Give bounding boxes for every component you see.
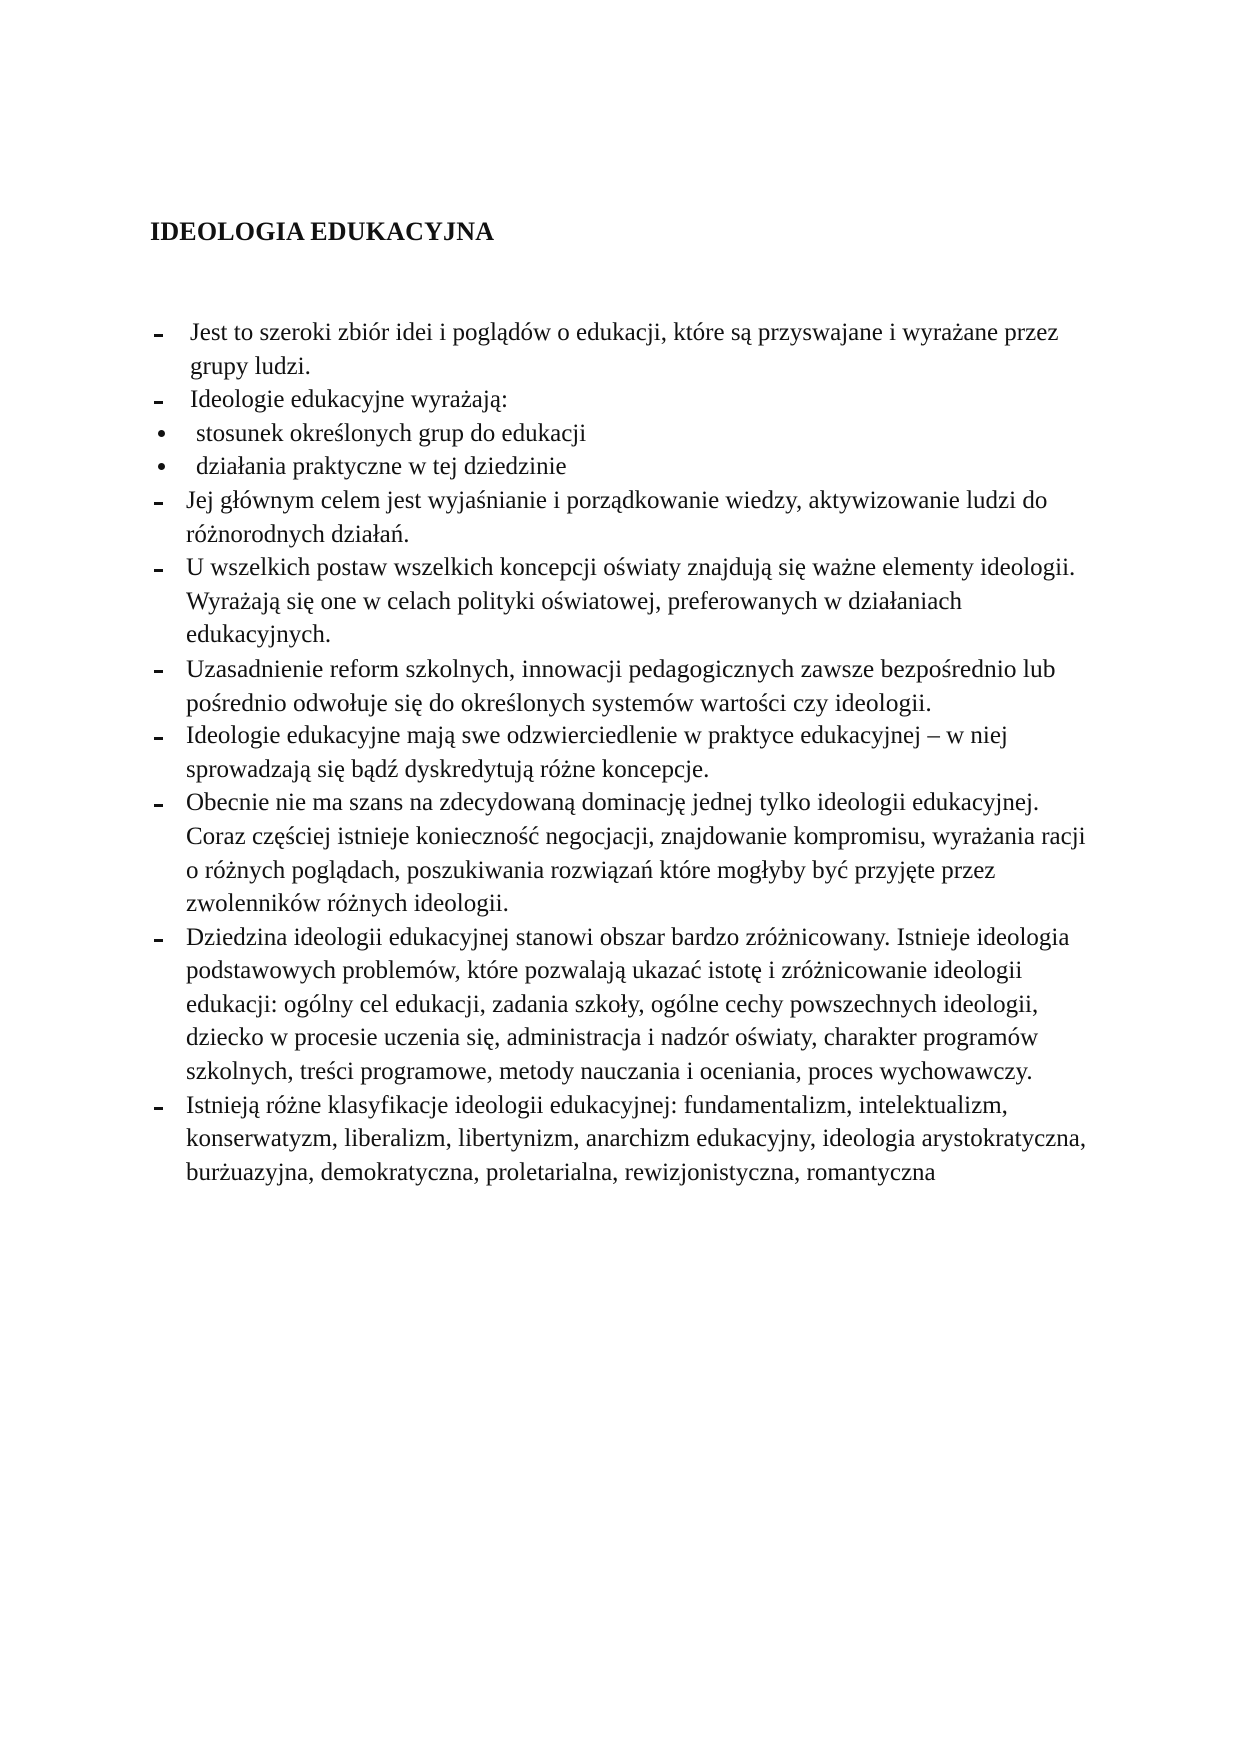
list-item	[150, 652, 1100, 719]
list-item-text: Istnieją różne klasyfikacje ideologii edukacyjnej: fundamentalizm, intelektualizm, konserwatyzm, liberalizm, libertynizm, anarchizm edukacyjny, ideologia arystokratyczna, burżuazyjna, demokratyczna, proletarialna, rewizjonistyczna, romantyczna	[186, 1091, 1087, 1186]
list-item	[150, 551, 1100, 652]
list-item-text: Ideologie edukacyjne mają swe odzwierciedlenie w praktyce edukacyjnej – w niej sprowadzają się bądź dyskredytują różne koncepcje.	[186, 722, 1008, 783]
list-item-text: działania praktyczne w tej dziedzinie	[196, 453, 567, 481]
list-item	[150, 316, 1100, 383]
list-item	[150, 450, 1100, 484]
list-item-text: U wszelkich postaw wszelkich koncepcji oświaty znajdują się ważne elementy ideologii. Wyrażają się one w celach polityki oświatowej, preferowanych w działaniach edukacyjnych.	[186, 554, 1076, 649]
list-item-text: Jej głównym celem jest wyjaśnianie i porządkowanie wiedzy, aktywizowanie ludzi do różnorodnych działań.	[186, 486, 1048, 548]
bullet-marker	[158, 463, 165, 470]
list-item-text: stosunek określonych grup do edukacji	[196, 419, 587, 447]
list-item	[150, 921, 1100, 1089]
list-item	[150, 719, 1100, 786]
list-item-text: Ideologie edukacyjne wyrażają:	[190, 386, 508, 414]
list-item	[150, 786, 1100, 920]
list-item	[150, 484, 1100, 551]
list-item	[150, 1089, 1100, 1190]
list-item-text: Obecnie nie ma szans na zdecydowaną dominację jednej tylko ideologii edukacyjnej. Coraz częściej istnieje konieczność negocjacji, znajdowanie kompromisu, wyrażania racji o różnych poglądach, poszukiwania rozwiązań które mogłyby być przyjęte przez zwolenników różnych ideologii.	[186, 789, 1086, 918]
list-item-text: Uzasadnienie reform szkolnych, innowacji pedagogicznych zawsze bezpośrednio lub pośrednio odwołuje się do określonych systemów wartości czy ideologii.	[186, 653, 1056, 717]
bullet-marker	[158, 430, 165, 437]
list-item-text: Jest to szeroki zbiór idei i poglądów o edukacji, które są przyswajane i wyrażane przez grupy ludzi.	[190, 319, 1059, 380]
document-title: IDEOLOGIA EDUKACYJNA	[150, 217, 495, 246]
list-item-text: Dziedzina ideologii edukacyjnej stanowi obszar bardzo zróżnicowany. Istnieje ideologia podstawowych problemów, które pozwalają ukazać istotę i zróżnicowanie ideologii edukacji: ogólny cel edukacji, zadania szkoły, ogólne cechy powszechnych ideologii, dziecko w procesie uczenia się, administracja i nadzór oświaty, charakter programów szkolnych, treści programowe, metody nauczania i oceniania, proces wychowawczy.	[186, 923, 1070, 1086]
content-list	[150, 316, 1100, 1189]
list-item	[150, 383, 1100, 417]
list-item	[150, 417, 1100, 451]
